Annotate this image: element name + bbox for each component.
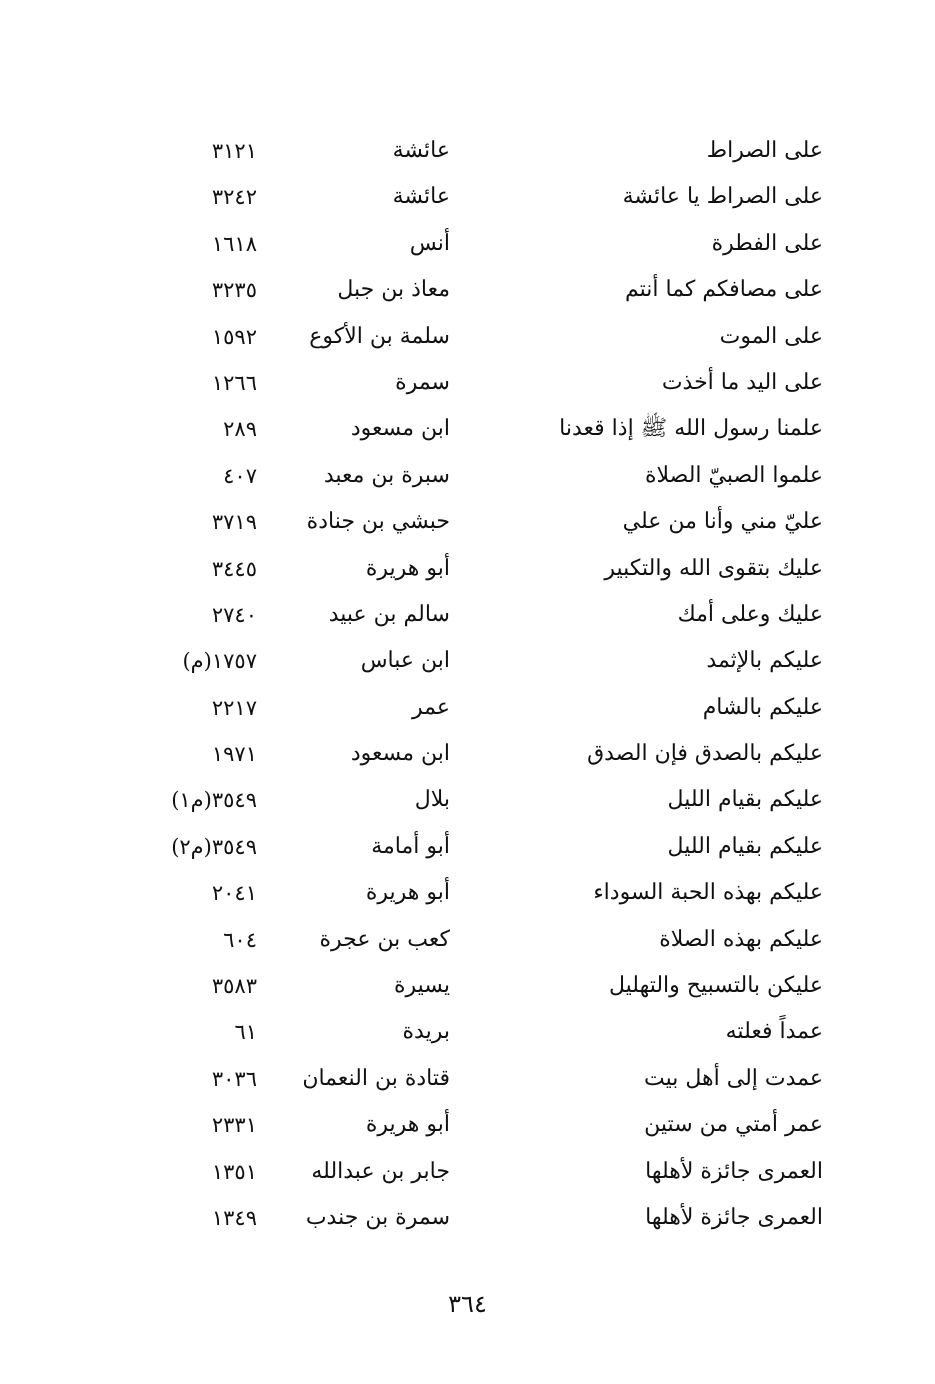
hadith-text: عليك وعلى أمك bbox=[677, 601, 823, 627]
hadith-index-list bbox=[0, 128, 935, 1241]
narrator-name: بلال bbox=[414, 787, 450, 813]
index-row bbox=[0, 499, 935, 545]
index-row bbox=[0, 1102, 935, 1148]
index-row bbox=[0, 731, 935, 777]
hadith-number: ٤٠٧ bbox=[223, 463, 257, 488]
hadith-text: عليكم بالشام bbox=[702, 694, 823, 720]
hadith-text: عليّ مني وأنا من علي bbox=[622, 509, 823, 535]
index-row bbox=[0, 1195, 935, 1241]
index-row bbox=[0, 314, 935, 360]
hadith-text: على الصراط يا عائشة bbox=[622, 184, 823, 210]
narrator-name: سمرة bbox=[395, 369, 450, 395]
hadith-number: ٣١٢١ bbox=[211, 139, 257, 163]
hadith-text: على الموت bbox=[719, 323, 823, 349]
hadith-number: ١٢٦٦ bbox=[211, 370, 257, 395]
narrator-name: ابن عباس bbox=[360, 648, 450, 674]
index-row bbox=[0, 174, 935, 220]
hadith-number: ٦٠٤ bbox=[223, 927, 257, 952]
narrator-name: سلمة بن الأكوع bbox=[309, 323, 450, 349]
hadith-text: عليكم بقيام الليل bbox=[667, 833, 823, 859]
index-row bbox=[0, 824, 935, 870]
narrator-name: بريدة bbox=[402, 1019, 450, 1045]
hadith-text: عمر أمتي من ستين bbox=[644, 1112, 823, 1138]
index-row bbox=[0, 638, 935, 684]
index-row bbox=[0, 128, 935, 174]
hadith-number: ٢٣٣١ bbox=[211, 1113, 257, 1138]
hadith-number: ٢٠٤١ bbox=[211, 881, 257, 906]
hadith-number: ٣٧١٩ bbox=[211, 510, 257, 535]
hadith-text: على الفطرة bbox=[711, 230, 823, 256]
hadith-number: ٣٢٤٢ bbox=[211, 185, 257, 210]
index-row bbox=[0, 267, 935, 313]
hadith-number: ١٧٥٧(م) bbox=[182, 649, 257, 674]
hadith-text: عليكم بالصدق فإن الصدق bbox=[587, 741, 823, 767]
hadith-number: ١٣٥١ bbox=[211, 1159, 257, 1184]
narrator-name: أبو هريرة bbox=[365, 1112, 450, 1138]
index-row bbox=[0, 1149, 935, 1195]
index-row bbox=[0, 963, 935, 1009]
hadith-text: علمنا رسول الله ﷺ إذا قعدنا bbox=[559, 416, 823, 442]
hadith-number: ٣٤٤٥ bbox=[211, 556, 257, 581]
hadith-number: ٢٨٩ bbox=[223, 417, 257, 442]
hadith-text: عليكم بهذه الصلاة bbox=[659, 926, 823, 952]
hadith-number: ٣٢٣٥ bbox=[211, 278, 257, 303]
narrator-name: ابن مسعود bbox=[350, 741, 450, 767]
index-row bbox=[0, 685, 935, 731]
narrator-name: يسيرة bbox=[393, 973, 450, 999]
index-row bbox=[0, 1009, 935, 1055]
hadith-number: ٣٥٨٣ bbox=[211, 974, 257, 999]
narrator-name: عمر bbox=[412, 694, 450, 720]
index-row bbox=[0, 546, 935, 592]
narrator-name: أبو أمامة bbox=[371, 833, 450, 859]
hadith-text: على الصراط bbox=[706, 138, 823, 163]
hadith-text: العمرى جائزة لأهلها bbox=[645, 1158, 823, 1184]
narrator-name: سالم بن عبيد bbox=[328, 601, 450, 627]
narrator-name: معاذ بن جبل bbox=[337, 277, 450, 303]
narrator-name: سبرة بن معبد bbox=[323, 462, 450, 488]
hadith-number: ٦١ bbox=[234, 1020, 257, 1045]
hadith-number: ١٥٩٢ bbox=[211, 324, 257, 349]
hadith-number: ٢٧٤٠ bbox=[211, 602, 257, 627]
narrator-name: قتادة بن النعمان bbox=[302, 1065, 450, 1091]
index-row bbox=[0, 870, 935, 916]
hadith-number: ١٦١٨ bbox=[211, 231, 257, 256]
narrator-name: جابر بن عبدالله bbox=[311, 1158, 450, 1184]
narrator-name: عائشة bbox=[392, 138, 450, 163]
hadith-number: ٣٠٣٦ bbox=[211, 1066, 257, 1091]
hadith-text: عليكم بالإثمد bbox=[706, 648, 823, 674]
narrator-name: سمرة بن جندب bbox=[305, 1204, 450, 1230]
index-row bbox=[0, 360, 935, 406]
hadith-text: عليكن بالتسبيح والتهليل bbox=[608, 973, 823, 999]
page-number: ٣٦٤ bbox=[448, 1290, 487, 1318]
narrator-name: أبو هريرة bbox=[365, 555, 450, 581]
hadith-text: عليكم بهذه الحبة السوداء bbox=[593, 880, 823, 906]
narrator-name: أنس bbox=[409, 230, 450, 256]
narrator-name: أبو هريرة bbox=[365, 880, 450, 906]
hadith-text: على مصافكم كما أنتم bbox=[624, 277, 823, 303]
hadith-number: ٢٢١٧ bbox=[211, 695, 257, 720]
hadith-text: عمدت إلى أهل بيت bbox=[644, 1065, 823, 1091]
index-row bbox=[0, 453, 935, 499]
hadith-text: علموا الصبيّ الصلاة bbox=[644, 462, 823, 488]
hadith-text: العمرى جائزة لأهلها bbox=[645, 1204, 823, 1230]
index-row bbox=[0, 592, 935, 638]
index-row bbox=[0, 406, 935, 452]
hadith-text: عمداً فعلته bbox=[725, 1019, 823, 1045]
index-row bbox=[0, 777, 935, 823]
hadith-text: على اليد ما أخذت bbox=[661, 369, 823, 395]
hadith-number: ٣٥٤٩(م١) bbox=[171, 788, 257, 813]
index-row bbox=[0, 917, 935, 963]
index-row bbox=[0, 1056, 935, 1102]
hadith-number: ٣٥٤٩(م٢) bbox=[171, 834, 257, 859]
narrator-name: ابن مسعود bbox=[350, 416, 450, 442]
index-row bbox=[0, 221, 935, 267]
narrator-name: كعب بن عجرة bbox=[319, 926, 450, 952]
narrator-name: عائشة bbox=[392, 184, 450, 210]
narrator-name: حبشي بن جنادة bbox=[306, 509, 450, 535]
hadith-text: عليكم بقيام الليل bbox=[667, 787, 823, 813]
hadith-text: عليك بتقوى الله والتكبير bbox=[604, 555, 823, 581]
hadith-number: ١٣٤٩ bbox=[211, 1205, 257, 1230]
hadith-number: ١٩٧١ bbox=[211, 742, 257, 767]
